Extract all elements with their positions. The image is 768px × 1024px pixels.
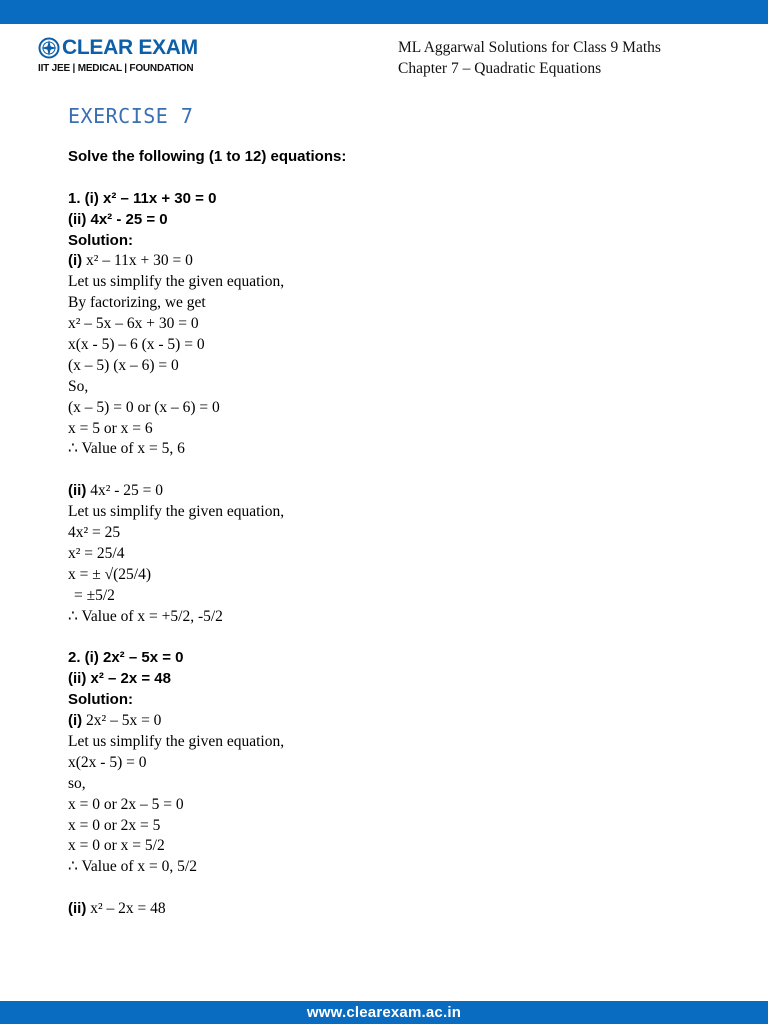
logo-name: CLEAR EXAM: [62, 36, 198, 59]
step-line: so,: [68, 774, 86, 792]
q1-ii-header: [68, 481, 728, 502]
q1-part-ii: (ii) 4x² - 25 = 0: [68, 210, 168, 228]
step-line: Let us simplify the given equation,: [68, 273, 285, 291]
q2-i-header: [68, 711, 728, 732]
q2-ii-label: (ii): [68, 900, 87, 918]
step-line: x(x - 5) – 6 (x - 5) = 0: [68, 336, 205, 354]
step-line: Let us simplify the given equation,: [68, 503, 285, 521]
chapter-title: Chapter 7 – Quadratic Equations: [398, 60, 602, 77]
q2-ii-header: [68, 899, 728, 920]
step-line: x = 0 or x = 5/2: [68, 837, 165, 855]
step-line: 4x² = 25: [68, 524, 121, 542]
step-line: Let us simplify the given equation,: [68, 732, 285, 750]
q2-i-label: (i): [68, 712, 83, 730]
step-line: (x – 5) = 0 or (x – 6) = 0: [68, 398, 220, 416]
q2-i-equation: 2x² – 5x = 0: [82, 712, 162, 730]
clear-exam-logo: [38, 35, 198, 79]
footer-bar: [0, 1001, 768, 1024]
q1-i-equation: x² – 11x + 30 = 0: [82, 252, 193, 270]
document-body: [68, 147, 728, 920]
q1-solution-label: Solution:: [68, 231, 133, 249]
q2-part-i: 2. (i) 2x² – 5x = 0: [68, 649, 184, 667]
compass-icon: [38, 37, 60, 59]
instruction: Solve the following (1 to 12) equations:: [68, 148, 347, 165]
q2-part-ii: (ii) x² – 2x = 48: [68, 670, 171, 688]
step-line: = ±5/2: [74, 586, 115, 604]
step-line: So,: [68, 377, 89, 395]
step-line: ∴ Value of x = +5/2, -5/2: [68, 607, 223, 625]
step-line: By factorizing, we get: [68, 294, 206, 312]
step-line: ∴ Value of x = 0, 5/2: [68, 858, 197, 876]
q1-i-header: [68, 251, 728, 272]
document-header: [398, 37, 661, 79]
logo-tagline: IIT JEE | MEDICAL | FOUNDATION: [38, 63, 194, 74]
step-line: ∴ Value of x = 5, 6: [68, 440, 185, 458]
book-title: ML Aggarwal Solutions for Class 9 Maths: [398, 39, 661, 56]
q1-i-label: (i): [68, 252, 83, 270]
q1-part-i: 1. (i) x² – 11x + 30 = 0: [68, 189, 217, 207]
top-bar: [0, 0, 768, 24]
q1-ii-label: (ii): [68, 482, 87, 500]
exercise-title: EXERCISE 7: [68, 104, 194, 128]
step-line: x(2x - 5) = 0: [68, 753, 147, 771]
step-line: x = 0 or 2x = 5: [68, 816, 161, 834]
step-line: x = 5 or x = 6: [68, 419, 153, 437]
step-line: x = 0 or 2x – 5 = 0: [68, 795, 184, 813]
step-line: x = ± √(25/4): [68, 565, 152, 583]
step-line: x² – 5x – 6x + 30 = 0: [68, 315, 199, 333]
q2-solution-label: Solution:: [68, 691, 133, 709]
q2-ii-equation: x² – 2x = 48: [86, 900, 166, 918]
footer-website-link[interactable]: www.clearexam.ac.in: [306, 1004, 462, 1021]
step-line: (x – 5) (x – 6) = 0: [68, 356, 179, 374]
q1-ii-equation: 4x² - 25 = 0: [86, 482, 164, 500]
step-line: x² = 25/4: [68, 544, 125, 562]
